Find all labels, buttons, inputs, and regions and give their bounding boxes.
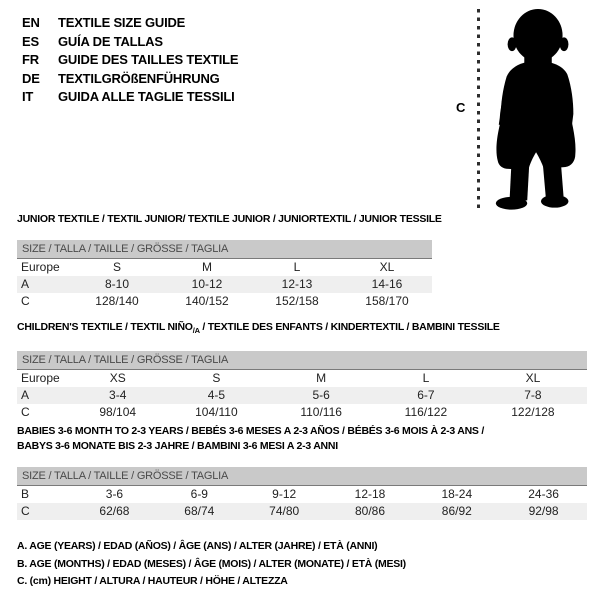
size-value-cell: 14-16 xyxy=(371,277,403,291)
size-table-section xyxy=(17,424,587,520)
section-title: CHILDREN'S TEXTILE / TEXTIL $NIÑO_{/A}$ / TEXTILE DES ENFANTS / KINDERTEXTIL / BAMBINI TESSILE xyxy=(17,321,500,336)
note-line: A. AGE (YEARS) / EDAD (AÑOS) / ÂGE (ANS) / ALTER (JAHRE) / ETÀ (ANNI) xyxy=(17,540,378,552)
baby-figure xyxy=(440,0,600,220)
legend-notes xyxy=(17,538,406,591)
size-value-cell: 68/74 xyxy=(184,504,215,518)
size-value-cell: 12-13 xyxy=(281,277,313,291)
language-row xyxy=(22,88,238,107)
language-label: GUÍA DE TALLAS xyxy=(58,33,163,49)
language-row xyxy=(22,14,238,33)
language-label: GUIDA ALLE TAGLIE TESSILI xyxy=(58,89,235,104)
size-value-cell: L xyxy=(293,260,301,275)
size-value-cell: 10-12 xyxy=(191,277,223,291)
size-value-cell: 24-36 xyxy=(528,487,559,502)
size-table-section xyxy=(17,320,587,421)
size-table xyxy=(17,258,432,310)
table-row xyxy=(17,259,432,276)
row-label: C xyxy=(21,294,30,308)
size-value-cell: L xyxy=(422,371,430,386)
size-value-cell: 6-9 xyxy=(190,487,208,502)
size-value-cell: 86/92 xyxy=(441,504,472,518)
language-title-block xyxy=(22,14,238,107)
size-value-cell: 158/170 xyxy=(365,294,409,308)
measure-c-label: C xyxy=(456,100,466,115)
size-value-cell: 3-6 xyxy=(105,487,124,502)
size-value-cell: XL xyxy=(525,371,541,386)
size-value-cell: XS xyxy=(109,371,126,386)
section-title: BABIES 3-6 MONTH TO 2-3 YEARS / BEBÉS 3-6 MESES A 2-3 AÑOS / BÉBÉS 3-6 MOIS À 2-3 ANS / BABYS 3-6 MONATE BIS 2-3 JAHRE / BAMBINI 3-6 MESI A 2-3 ANNI xyxy=(17,425,485,452)
size-value-cell: 6-7 xyxy=(417,388,435,403)
language-label: TEXTILE SIZE GUIDE xyxy=(58,15,186,30)
row-label: B xyxy=(21,487,30,502)
height-measure-dotted-line xyxy=(477,9,480,209)
row-label: Europe xyxy=(21,371,60,386)
size-value-cell: 122/128 xyxy=(511,405,555,420)
language-code: EN xyxy=(22,15,40,30)
row-label: A xyxy=(21,388,30,403)
table-row xyxy=(17,387,587,404)
language-row xyxy=(22,70,238,89)
table-row xyxy=(17,293,432,310)
size-value-cell: 152/158 xyxy=(275,294,319,308)
language-code: FR xyxy=(22,52,39,67)
size-value-cell: 128/140 xyxy=(95,294,139,308)
size-value-cell: 74/80 xyxy=(269,504,300,518)
size-header-bar: SIZE / TALLA / TAILLE / GRÖSSE / TAGLIA xyxy=(17,240,432,258)
size-value-cell: 140/152 xyxy=(185,294,229,308)
section-title: JUNIOR TEXTILE / TEXTIL JUNIOR/ TEXTILE JUNIOR / JUNIORTEXTIL / JUNIOR TESSILE xyxy=(17,213,442,225)
size-value-cell: 5-6 xyxy=(312,388,330,403)
size-table-section xyxy=(17,212,442,310)
size-value-cell: S xyxy=(112,260,121,275)
size-value-cell: 7-8 xyxy=(524,388,542,403)
row-label: Europe xyxy=(21,260,60,275)
size-header-bar: SIZE / TALLA / TAILLE / GRÖSSE / TAGLIA xyxy=(17,467,587,485)
language-code: IT xyxy=(22,89,34,104)
table-row xyxy=(17,276,432,293)
size-value-cell: 80/86 xyxy=(355,504,386,518)
size-value-cell: 12-18 xyxy=(354,487,386,502)
table-row xyxy=(17,404,587,421)
row-label: C xyxy=(21,405,30,420)
language-row xyxy=(22,51,238,70)
language-code: ES xyxy=(22,33,39,49)
size-value-cell: 4-5 xyxy=(207,388,226,403)
row-label: C xyxy=(21,504,30,518)
table-row xyxy=(17,370,587,387)
language-code: DE xyxy=(22,70,40,86)
size-value-cell: M xyxy=(202,260,212,275)
language-label: TEXTILGRÖßENFÜHRUNG xyxy=(58,70,220,86)
size-value-cell: 9-12 xyxy=(272,487,297,502)
size-value-cell: 110/116 xyxy=(300,405,342,420)
size-value-cell: 3-4 xyxy=(109,388,127,403)
row-label: A xyxy=(21,277,30,291)
size-value-cell: 8-10 xyxy=(104,277,130,291)
size-value-cell: S xyxy=(212,371,221,386)
size-value-cell: 98/104 xyxy=(99,405,137,420)
size-value-cell: 104/110 xyxy=(195,405,238,420)
table-row xyxy=(17,503,587,520)
size-value-cell: XL xyxy=(379,260,395,275)
size-value-cell: 116/122 xyxy=(404,405,448,420)
baby-silhouette-icon xyxy=(482,6,597,217)
language-row xyxy=(22,33,238,52)
size-value-cell: 62/68 xyxy=(99,504,130,518)
note-line: B. AGE (MONTHS) / EDAD (MESES) / ÂGE (MOIS) / ALTER (MONATE) / ETÀ (MESI) xyxy=(17,557,406,570)
size-header-bar: SIZE / TALLA / TAILLE / GRÖSSE / TAGLIA xyxy=(17,351,587,369)
size-value-cell: 18-24 xyxy=(441,487,473,502)
language-label: GUIDE DES TAILLES TEXTILE xyxy=(58,52,239,67)
table-row xyxy=(17,486,587,503)
size-table xyxy=(17,369,587,421)
size-value-cell: 92/98 xyxy=(528,504,559,518)
size-value-cell: M xyxy=(316,371,327,386)
size-table xyxy=(17,485,587,520)
note-line: C. (cm) HEIGHT / ALTURA / HAUTEUR / HÖHE / ALTEZZA xyxy=(17,575,288,587)
